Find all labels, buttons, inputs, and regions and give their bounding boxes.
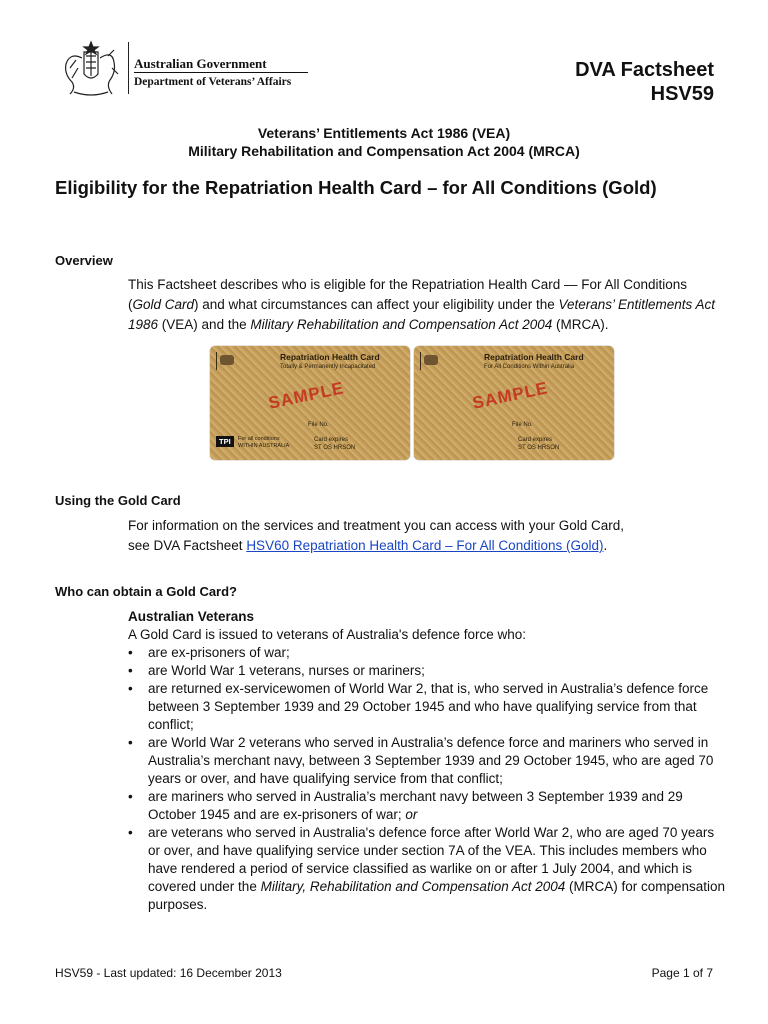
- footer-last-updated: HSV59 - Last updated: 16 December 2013: [55, 966, 282, 980]
- list-item: [128, 680, 728, 734]
- card-expiry: [314, 436, 355, 452]
- card-expiry-value: ST OS HRSON: [314, 445, 356, 451]
- card-sample-watermark: SAMPLE: [470, 378, 550, 413]
- who-heading: Who can obtain a Gold Card?: [55, 584, 237, 599]
- logo-divider: [128, 42, 129, 94]
- list-item: [128, 644, 728, 662]
- card-expiry-label: Card expires: [314, 437, 349, 443]
- logo-rule: [134, 72, 308, 73]
- using-text: For information on the services and treatment you can access with your Gold Card, see DVA Factsheet: [128, 518, 624, 553]
- list-item-text: are World War 1 veterans, nurses or mariners;: [148, 663, 425, 678]
- gold-card-all-conditions: [414, 346, 614, 460]
- coat-of-arms-icon: [56, 38, 126, 98]
- department-name: Department of Veterans’ Affairs: [134, 76, 292, 88]
- gold-card-tpi: [210, 346, 410, 460]
- list-item-italic: or: [405, 807, 418, 822]
- factsheet-label: DVA Factsheet: [575, 59, 714, 81]
- hsv60-link[interactable]: HSV60 Repatriation Health Card – For All Conditions (Gold): [246, 538, 604, 553]
- card-expiry: [518, 436, 559, 452]
- page-title: Eligibility for the Repatriation Health Card – for All Conditions (Gold): [55, 177, 657, 198]
- card-expiry-label: Card expires: [518, 437, 553, 443]
- card-subtitle: For All Conditions Within Australia: [484, 364, 575, 370]
- acts-heading: [0, 124, 768, 160]
- card-file-label: File No.: [308, 422, 329, 428]
- act-line-mrca: Military Rehabilitation and Compensation Act 2004 (MRCA): [188, 143, 580, 159]
- sample-cards-image: [210, 346, 630, 462]
- list-item-text: are mariners who served in Australia’s merchant navy between 3 September 1939 and 29 October 1945 and are ex-prisoners of war;: [148, 789, 683, 822]
- list-item: [128, 734, 728, 788]
- australian-veterans-subheading: Australian Veterans: [128, 609, 255, 624]
- factsheet-id: [575, 58, 714, 106]
- list-item: [128, 662, 728, 680]
- government-name: Australian Government: [134, 56, 267, 71]
- footer-page-number: Page 1 of 7: [651, 966, 713, 980]
- card-tpi-badge: TPI: [216, 436, 234, 447]
- using-heading: Using the Gold Card: [55, 493, 181, 508]
- overview-text-1: This Factsheet describes who is eligible for the Repatriation Health Card — For All Conditions (: [128, 277, 688, 312]
- using-paragraph: [128, 516, 648, 556]
- government-logo: [56, 36, 316, 102]
- list-item-text: are ex-prisoners of war;: [148, 645, 290, 660]
- card-expiry-value: ST OS HRSON: [518, 445, 560, 451]
- card-logo-icon: [420, 352, 477, 370]
- overview-text-3: (VEA) and the: [158, 317, 251, 332]
- list-item-text: are veterans who served in Australia's defence force after World War 2, who are aged 70 years or over, and have qualifying service under section 7A of the VEA. This includes members who have rendered a period of service classified as warlike on or after 1 July 2004, and which is covered under the: [148, 825, 715, 894]
- list-item-italic: Military, Rehabilitation and Compensation Act 2004: [260, 879, 566, 894]
- overview-heading: Overview: [55, 253, 113, 268]
- card-title: Repatriation Health Card: [484, 352, 584, 362]
- act-line-vea: Veterans’ Entitlements Act 1986 (VEA): [257, 125, 511, 141]
- list-item: [128, 824, 728, 914]
- overview-text-4: (MRCA).: [552, 317, 609, 332]
- list-item-text: are returned ex-servicewomen of World War 2, that is, who served in Australia’s defence force between 3 September 1939 and 29 October 1945 and who have qualifying service from that conflict;: [148, 681, 709, 732]
- card-conditions: For all conditions WITHIN AUSTRALIA: [238, 436, 290, 449]
- card-title: Repatriation Health Card: [280, 352, 380, 362]
- overview-paragraph: [128, 275, 720, 335]
- overview-italic-2: Veterans’ Entitlements Act 1986: [128, 297, 716, 332]
- list-item: [128, 788, 728, 824]
- eligibility-list: [128, 644, 728, 914]
- who-intro: A Gold Card is issued to veterans of Australia's defence force who:: [128, 627, 527, 642]
- list-item-text: are World War 2 veterans who served in Australia’s defence force and mariners who served in Australia’s merchant navy, between 3 September 1939 and 29 October 1945, who are aged 70 years or over, and have qualifying service from that conflict;: [148, 735, 714, 786]
- factsheet-code: HSV59: [650, 83, 714, 105]
- card-logo-icon: [216, 352, 273, 370]
- overview-italic-1: Gold Card: [132, 297, 195, 312]
- card-subtitle: Totally & Permanently Incapacitated: [280, 364, 376, 370]
- who-section: [128, 608, 728, 914]
- using-text-end: .: [603, 538, 608, 553]
- card-file-label: File No.: [512, 422, 533, 428]
- card-sample-watermark: SAMPLE: [266, 378, 346, 413]
- list-item-text-end: (MRCA) for compensation purposes.: [148, 879, 726, 912]
- overview-italic-3: Military Rehabilitation and Compensation Act 2004: [250, 317, 553, 332]
- overview-text-2: ) and what circumstances can affect your eligibility under the: [194, 297, 559, 312]
